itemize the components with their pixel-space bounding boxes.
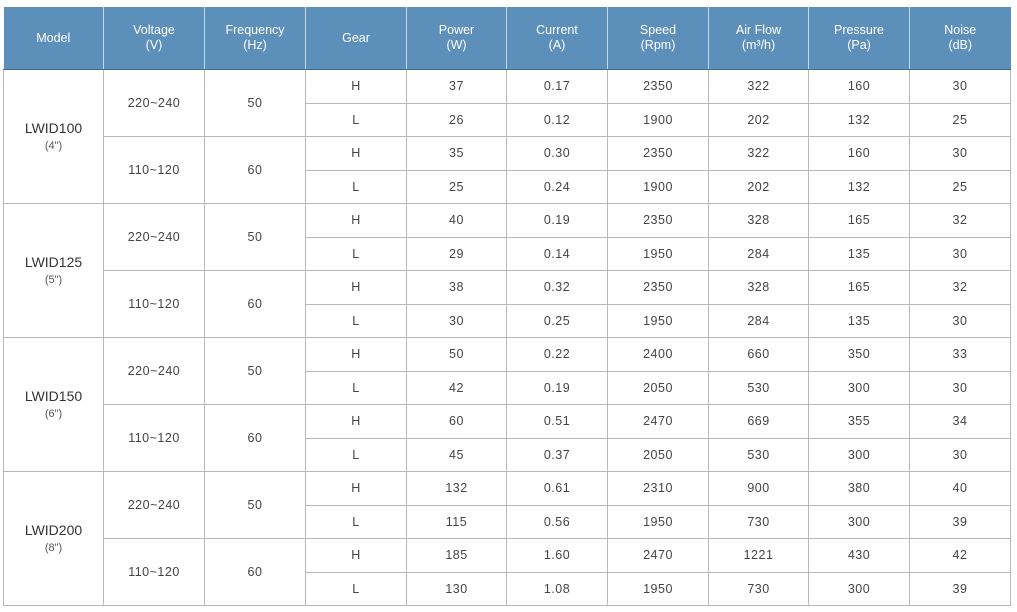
voltage-cell: 220~240 [104, 204, 205, 271]
frequency-cell: 60 [205, 271, 306, 338]
speed-cell: 2470 [608, 539, 709, 573]
model-size: (6") [44, 407, 63, 420]
current-cell: 0.25 [507, 304, 608, 338]
power-cell: 50 [407, 338, 507, 372]
speed-cell: 2470 [608, 405, 709, 439]
model-name: LWID200 [24, 521, 83, 538]
power-cell: 30 [407, 304, 507, 338]
pressure-cell: 300 [809, 371, 910, 405]
pressure-cell: 135 [809, 237, 910, 271]
gear-cell: H [306, 405, 407, 439]
pressure-cell: 300 [809, 505, 910, 539]
table-row [4, 70, 1011, 104]
noise-cell: 25 [910, 170, 1011, 204]
current-cell: 1.60 [507, 539, 608, 573]
model-size: (8") [44, 541, 63, 554]
power-cell: 35 [407, 137, 507, 171]
pressure-cell: 160 [809, 137, 910, 171]
speed-cell: 2050 [608, 438, 709, 472]
model-size: (4") [44, 139, 63, 152]
frequency-cell: 50 [205, 204, 306, 271]
airflow-cell: 669 [709, 405, 809, 439]
current-cell: 0.32 [507, 271, 608, 305]
power-cell: 115 [407, 505, 507, 539]
current-cell: 1.08 [507, 572, 608, 606]
pressure-cell: 355 [809, 405, 910, 439]
gear-cell: L [306, 304, 407, 338]
noise-cell: 30 [910, 237, 1011, 271]
noise-cell: 30 [910, 70, 1011, 104]
gear-cell: L [306, 505, 407, 539]
airflow-cell: 730 [709, 505, 809, 539]
noise-cell: 42 [910, 539, 1011, 573]
voltage-cell: 110~120 [104, 271, 205, 338]
power-cell: 26 [407, 103, 507, 137]
noise-cell: 32 [910, 204, 1011, 238]
power-cell: 25 [407, 170, 507, 204]
gear-cell: L [306, 572, 407, 606]
header-model: Model [4, 7, 104, 70]
current-cell: 0.19 [507, 204, 608, 238]
pressure-cell: 430 [809, 539, 910, 573]
noise-cell: 30 [910, 137, 1011, 171]
airflow-cell: 1221 [709, 539, 809, 573]
noise-cell: 32 [910, 271, 1011, 305]
current-cell: 0.19 [507, 371, 608, 405]
gear-cell: H [306, 137, 407, 171]
speed-cell: 2350 [608, 271, 709, 305]
model-size: (5") [44, 273, 63, 286]
header-frequency: Frequency (Hz) [205, 7, 306, 70]
speed-cell: 2310 [608, 472, 709, 506]
gear-cell: H [306, 204, 407, 238]
model-name: LWID150 [24, 387, 83, 404]
current-cell: 0.61 [507, 472, 608, 506]
header-row [4, 7, 1011, 70]
current-cell: 0.56 [507, 505, 608, 539]
table-header [4, 7, 1011, 70]
speed-cell: 2050 [608, 371, 709, 405]
voltage-cell: 220~240 [104, 70, 205, 137]
table-row [4, 338, 1011, 372]
power-cell: 130 [407, 572, 507, 606]
header-noise: Noise (dB) [910, 7, 1011, 70]
current-cell: 0.37 [507, 438, 608, 472]
pressure-cell: 132 [809, 103, 910, 137]
speed-cell: 1950 [608, 304, 709, 338]
pressure-cell: 160 [809, 70, 910, 104]
gear-cell: L [306, 170, 407, 204]
frequency-cell: 60 [205, 137, 306, 204]
speed-cell: 1950 [608, 237, 709, 271]
header-voltage: Voltage (V) [104, 7, 205, 70]
airflow-cell: 660 [709, 338, 809, 372]
table-row [4, 204, 1011, 238]
current-cell: 0.14 [507, 237, 608, 271]
frequency-cell: 50 [205, 472, 306, 539]
pressure-cell: 350 [809, 338, 910, 372]
current-cell: 0.17 [507, 70, 608, 104]
power-cell: 29 [407, 237, 507, 271]
airflow-cell: 530 [709, 371, 809, 405]
pressure-cell: 165 [809, 204, 910, 238]
gear-cell: H [306, 271, 407, 305]
speed-cell: 1900 [608, 103, 709, 137]
table-row [4, 472, 1011, 506]
header-gear: Gear [306, 7, 407, 70]
noise-cell: 34 [910, 405, 1011, 439]
power-cell: 185 [407, 539, 507, 573]
current-cell: 0.22 [507, 338, 608, 372]
power-cell: 40 [407, 204, 507, 238]
frequency-cell: 60 [205, 539, 306, 606]
airflow-cell: 328 [709, 204, 809, 238]
voltage-cell: 220~240 [104, 472, 205, 539]
speed-cell: 2350 [608, 70, 709, 104]
airflow-cell: 328 [709, 271, 809, 305]
frequency-cell: 60 [205, 405, 306, 472]
airflow-cell: 900 [709, 472, 809, 506]
noise-cell: 30 [910, 304, 1011, 338]
power-cell: 38 [407, 271, 507, 305]
voltage-cell: 110~120 [104, 405, 205, 472]
current-cell: 0.30 [507, 137, 608, 171]
gear-cell: L [306, 371, 407, 405]
model-cell [4, 338, 104, 472]
speed-cell: 2400 [608, 338, 709, 372]
header-airflow: Air Flow (m³/h) [709, 7, 809, 70]
spec-table [3, 7, 1011, 606]
model-cell [4, 70, 104, 204]
power-cell: 37 [407, 70, 507, 104]
gear-cell: H [306, 472, 407, 506]
voltage-cell: 110~120 [104, 137, 205, 204]
airflow-cell: 322 [709, 70, 809, 104]
airflow-cell: 284 [709, 304, 809, 338]
gear-cell: L [306, 237, 407, 271]
noise-cell: 30 [910, 371, 1011, 405]
voltage-cell: 220~240 [104, 338, 205, 405]
frequency-cell: 50 [205, 70, 306, 137]
power-cell: 132 [407, 472, 507, 506]
model-name: LWID100 [24, 119, 83, 136]
airflow-cell: 730 [709, 572, 809, 606]
airflow-cell: 530 [709, 438, 809, 472]
current-cell: 0.51 [507, 405, 608, 439]
power-cell: 60 [407, 405, 507, 439]
model-name: LWID125 [24, 253, 83, 270]
pressure-cell: 165 [809, 271, 910, 305]
noise-cell: 39 [910, 505, 1011, 539]
table-row [4, 271, 1011, 305]
power-cell: 42 [407, 371, 507, 405]
pressure-cell: 135 [809, 304, 910, 338]
pressure-cell: 132 [809, 170, 910, 204]
voltage-cell: 110~120 [104, 539, 205, 606]
model-cell [4, 204, 104, 338]
noise-cell: 40 [910, 472, 1011, 506]
current-cell: 0.12 [507, 103, 608, 137]
noise-cell: 33 [910, 338, 1011, 372]
airflow-cell: 284 [709, 237, 809, 271]
speed-cell: 1950 [608, 505, 709, 539]
table-row [4, 405, 1011, 439]
table-row [4, 137, 1011, 171]
speed-cell: 1950 [608, 572, 709, 606]
airflow-cell: 202 [709, 103, 809, 137]
noise-cell: 39 [910, 572, 1011, 606]
current-cell: 0.24 [507, 170, 608, 204]
airflow-cell: 202 [709, 170, 809, 204]
noise-cell: 30 [910, 438, 1011, 472]
speed-cell: 1900 [608, 170, 709, 204]
header-pressure: Pressure (Pa) [809, 7, 910, 70]
gear-cell: H [306, 338, 407, 372]
pressure-cell: 300 [809, 438, 910, 472]
table-body [4, 70, 1011, 606]
noise-cell: 25 [910, 103, 1011, 137]
header-current: Current (A) [507, 7, 608, 70]
table-row [4, 539, 1011, 573]
gear-cell: H [306, 70, 407, 104]
speed-cell: 2350 [608, 137, 709, 171]
model-cell [4, 472, 104, 606]
gear-cell: H [306, 539, 407, 573]
speed-cell: 2350 [608, 204, 709, 238]
gear-cell: L [306, 103, 407, 137]
airflow-cell: 322 [709, 137, 809, 171]
gear-cell: L [306, 438, 407, 472]
frequency-cell: 50 [205, 338, 306, 405]
power-cell: 45 [407, 438, 507, 472]
pressure-cell: 380 [809, 472, 910, 506]
header-power: Power (W) [407, 7, 507, 70]
header-speed: Speed (Rpm) [608, 7, 709, 70]
pressure-cell: 300 [809, 572, 910, 606]
